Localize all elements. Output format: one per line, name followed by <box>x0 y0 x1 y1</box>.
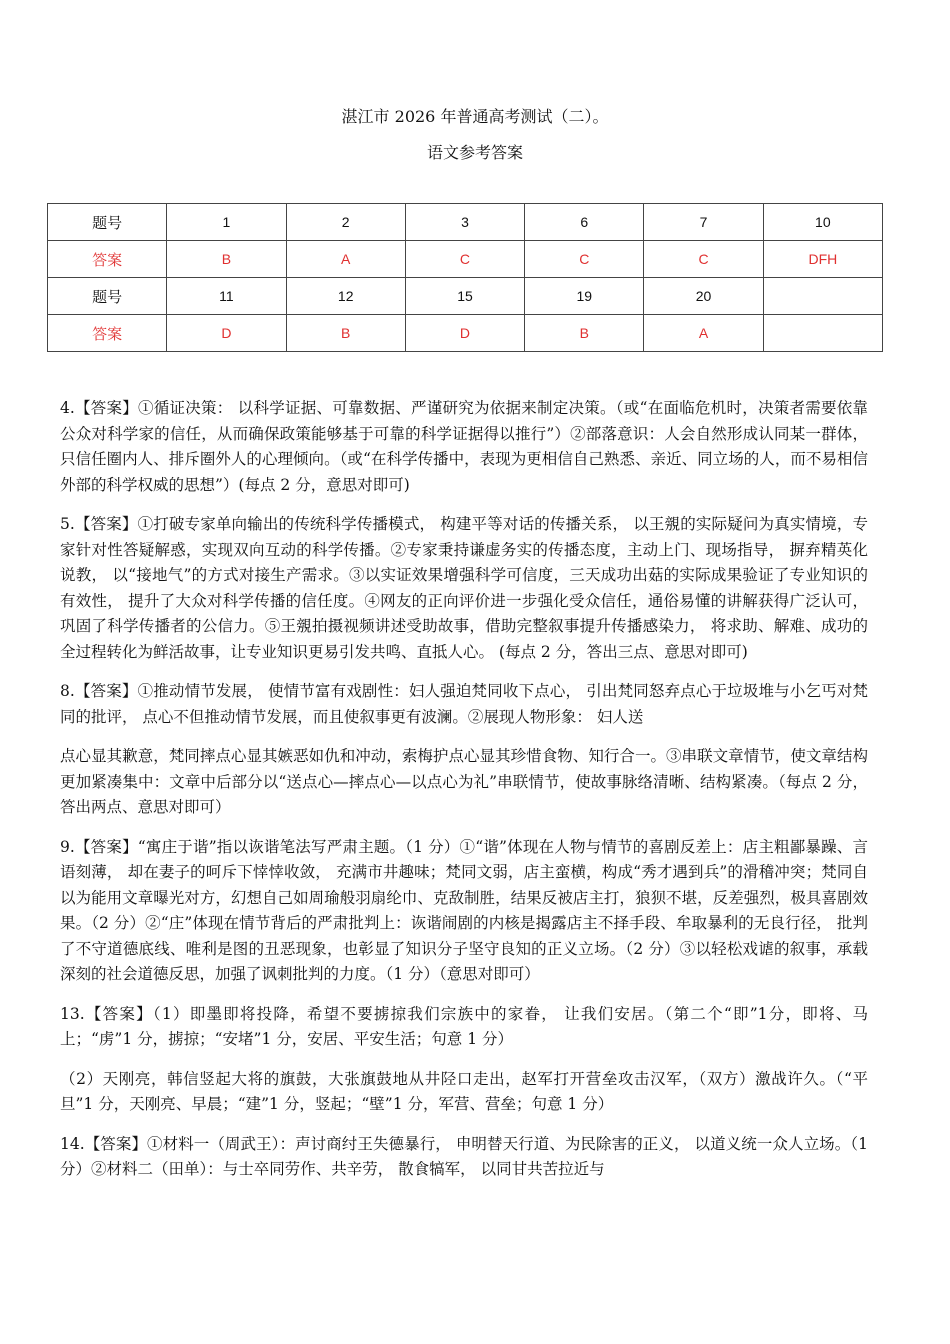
table-cell: 10 <box>763 204 882 241</box>
table-cell: 1 <box>167 204 286 241</box>
answer-paragraph-8-cont: 点心显其歉意，梵同摔点心显其嫉恶如仇和冲动，索梅护点心显其珍惜食物、知行合一。③串联文章情节，使文章结构更加紧凑集中：文章中后部分以“送点心—摔点心—以点心为礼”串联情节，使故事脉络清晰、结构紧凑。（每点 2 分，答出两点、意思对即可） <box>60 747 868 816</box>
table-row <box>48 241 883 278</box>
table-cell: C <box>644 241 763 278</box>
table-cell: 7 <box>644 204 763 241</box>
table-cell: 2 <box>286 204 405 241</box>
table-cell: C <box>405 241 524 278</box>
table-cell: A <box>286 241 405 278</box>
table-row-label: 答案 <box>48 315 167 352</box>
page-subtitle: 语文参考答案 <box>426 143 523 162</box>
table-cell: B <box>286 315 405 352</box>
table-row-label: 题号 <box>48 278 167 315</box>
page-title: 湛江市 2026 年普通高考测试（二）。 <box>341 107 609 126</box>
table-cell: B <box>525 315 644 352</box>
table-cell <box>763 315 882 352</box>
table-cell: D <box>167 315 286 352</box>
table-cell: 15 <box>405 278 524 315</box>
answer-paragraph-8: 8.【答案】①推动情节发展， 使情节富有戏剧性：妇人强迫梵同收下点心， 引出梵同怒弃点心于垃圾堆与小乞丐对梵同的批评， 点心不但推动情节发展，而且使叙事更有波澜。②展现人物形象： 妇人送 <box>60 682 868 726</box>
table-cell: A <box>644 315 763 352</box>
answer-paragraph-4: 4.【答案】①循证决策： 以科学证据、可靠数据、严谨研究为依据来制定决策。（或“在面临危机时，决策者需要依靠公众对科学家的信任，从而确保政策能够基于可靠的科学证据得以推行”）②部落意识：人会自然形成认同某一群体，只信任圈内人、排斥圈外人的心理倾向。（或“在科学传播中，表现为更相信自己熟悉、亲近、同立场的人，而不易相信外部的科学权威的思想”）(每点 2 分，意思对即可) <box>60 399 868 494</box>
table-cell: DFH <box>763 241 882 278</box>
answer-paragraph-14: 14.【答案】①材料一（周武王）：声讨商纣王失德暴行， 申明替天行道、为民除害的正义， 以道义统一众人立场。（1 分）②材料二（田单）：与士卒同劳作、共辛劳， 散食犒军， 以同甘共苦拉近与 <box>60 1134 868 1178</box>
table-row-label: 答案 <box>48 241 167 278</box>
table-row <box>48 204 883 241</box>
table-row <box>48 278 883 315</box>
table-cell: 19 <box>525 278 644 315</box>
answer-paragraph-5: 5.【答案】①打破专家单向输出的传统科学传播模式， 构建平等对话的传播关系， 以王覫的实际疑问为真实情境，专家针对性答疑解惑，实现双向互动的科学传播。②专家秉持谦虚务实的传播态度，主动上门、现场指导， 摒弃精英化说教， 以“接地气”的方式对接生产需求。③以实证效果增强科学可信度，三天成功出菇的实际成果验证了专业知识的有效性， 提升了大众对科学传播的信任度。④网友的正向评价进一步强化受众信任，通俗易懂的讲解获得广泛认可，巩固了科学传播者的公信力。⑤王覫拍摄视频讲述受助故事，借助完整叙事提升传播感染力， 将求助、解难、成功的全过程转化为鲜活故事，让专业知识更易引发共鸣、直抵人心。 (每点 2 分，答出三点、意思对即可) <box>60 515 868 661</box>
table-cell: 6 <box>525 204 644 241</box>
answer-paragraph-13-2: （2）天刚亮，韩信竖起大将的旗鼓，大张旗鼓地从井陉口走出，赵军打开营垒攻击汉军，（双方）激战许久。（“平旦”1 分，天刚亮、早晨；“建”1 分，竖起；“壁”1 分，军营、营垒；句意 1 分） <box>60 1069 868 1113</box>
table-cell: D <box>405 315 524 352</box>
table-cell: 12 <box>286 278 405 315</box>
answer-paragraph-9: 9.【答案】“寓庄于谐”指以诙谐笔法写严肃主题。（1 分）①“谐”体现在人物与情节的喜剧反差上：店主粗鄙暴躁、言语刻薄， 却在妻子的呵斥下悻悻收敛， 充满市井趣味；梵同文弱，店主蛮横，构成“秀才遇到兵”的滑稽冲突；梵同自以为能用文章曝光对方，幻想自己如周瑜般羽扇纶巾、克敌制胜，结果反被店主打，狼狈不堪，反差强烈，极具喜剧效果。（2 分）②“庄”体现在情节背后的严肃批判上：诙谐闹剧的内核是揭露店主不择手段、牟取暴利的无良行径， 批判了不守道德底线、唯利是图的丑恶现象，也彰显了知识分子坚守良知的正义立场。（2 分）③以轻松戏谑的叙事，承载深刻的社会道德反思，加强了讽刺批判的力度。（1 分）（意思对即可） <box>60 837 868 983</box>
table-cell: C <box>525 241 644 278</box>
table-row <box>48 315 883 352</box>
table-row-label: 题号 <box>48 204 167 241</box>
answer-paragraph-13-1: 13.【答案】（1）即墨即将投降，希望不要掳掠我们宗族中的家眷， 让我们安居。（第二个“即”1分，即将、马上；“虏”1 分，掳掠；“安堵”1 分，安居、平安生活；句意 1 分） <box>60 1004 868 1048</box>
table-cell <box>763 278 882 315</box>
table-cell: B <box>167 241 286 278</box>
answer-table <box>47 203 883 352</box>
answer-body <box>60 396 868 1197</box>
table-cell: 20 <box>644 278 763 315</box>
table-cell: 3 <box>405 204 524 241</box>
table-cell: 11 <box>167 278 286 315</box>
